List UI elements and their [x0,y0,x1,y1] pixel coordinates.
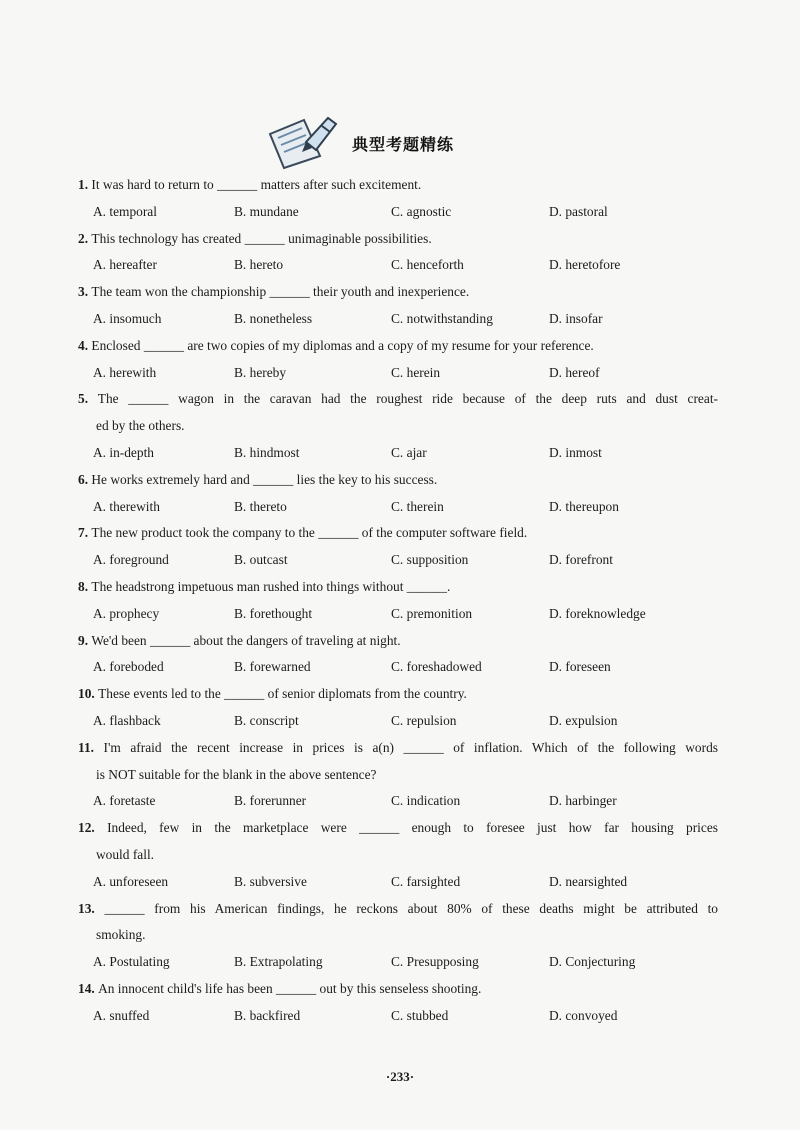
option-c: C. Presupposing [391,954,479,970]
question-number: 4. [78,337,92,353]
option-a: A. insomuch [93,311,162,326]
options-row [93,551,733,569]
option-a: A. herewith [93,364,157,380]
page-number: ·233· [385,1069,415,1084]
question-text: We'd been ______ about the dangers of traveling at night. [91,632,401,648]
question-1-line-1 [78,176,718,194]
question-13-line-2 [96,926,716,944]
question-number: 11. [78,739,104,755]
option-d: D. expulsion [549,713,618,728]
option-c: C. foreshadowed [391,659,482,675]
option-d: D. heretofore [549,257,621,273]
option-a: A. foreground [93,552,169,568]
question-number: 8. [78,579,92,594]
option-c: C. premonition [391,605,473,621]
question-text: ______ from his American findings, he reckons about 80% of these deaths might be attributed to [104,900,718,916]
option-b: B. backfired [234,1007,301,1023]
option-b: B. subversive [234,873,307,889]
option-d: D. nearsighted [549,873,628,889]
question-number: 1. [78,177,92,192]
question-number: 9. [78,632,92,648]
option-c: C. supposition [391,552,469,568]
question-12-line-1 [78,819,718,837]
option-a: A. hereafter [93,257,157,273]
option-b: B. mundane [234,203,299,219]
options-row [93,203,733,221]
question-5-line-2 [96,417,716,435]
question-text: ed by the others. [96,418,185,434]
option-b: B. outcast [234,552,288,568]
option-b: B. thereto [234,498,287,514]
question-number: 3. [78,284,92,300]
option-d: D. inmost [549,445,602,460]
section-title: 典型考题精练 [352,135,455,154]
option-d: D. convoyed [549,1007,618,1023]
option-a: A. unforeseen [93,873,169,889]
question-text: The team won the championship ______ their youth and inexperience. [91,284,470,300]
option-a: A. snuffed [93,1007,150,1023]
option-a: A. temporal [93,203,157,219]
option-b: B. forerunner [234,793,307,809]
options-row [93,256,733,274]
question-11-line-2 [96,766,716,784]
question-text: An innocent child's life has been ______ out by this senseless shooting. [98,981,482,996]
question-number: 14. [78,981,99,996]
option-d: D. forefront [549,552,613,568]
question-text: The new product took the company to the ______ of the computer software field. [91,525,528,541]
option-d: D. Conjecturing [549,954,636,970]
options-row [93,444,733,462]
question-10-line-1 [78,685,718,703]
question-14-line-1 [78,980,718,998]
question-11-line-1 [78,739,718,757]
option-b: B. forewarned [234,659,311,675]
option-b: B. Extrapolating [234,954,323,970]
options-row [93,310,733,328]
options-row [93,498,733,516]
question-text: would fall. [96,847,155,862]
option-c: C. henceforth [391,257,464,273]
question-5-line-1 [78,390,718,408]
option-c: C. agnostic [391,203,452,219]
question-9-line-1 [78,632,718,650]
options-row [93,873,733,891]
options-row [93,953,733,971]
question-number: 7. [78,525,92,541]
question-text: I'm afraid the recent increase in prices is a(n) ______ of inflation. Which of the following words [103,739,718,755]
option-b: B. hereto [234,257,284,273]
option-b: B. hindmost [234,445,300,460]
option-c: C. herein [391,364,441,380]
options-row [93,605,733,623]
question-text: Enclosed ______ are two copies of my diplomas and a copy of my resume for your reference. [91,337,594,353]
option-b: B. nonetheless [234,311,313,326]
option-d: D. insofar [549,311,603,326]
option-c: C. repulsion [391,713,457,728]
question-8-line-1 [78,578,718,596]
question-6-line-1 [78,471,718,489]
option-a: A. prophecy [93,605,160,621]
option-d: D. harbinger [549,793,617,809]
question-text: It was hard to return to ______ matters after such excitement. [91,177,422,192]
question-13-line-1 [78,900,718,918]
question-text: The ______ wagon in the caravan had the roughest ride because of the deep ruts and dust creat- [97,391,718,407]
question-number: 13. [78,900,105,916]
option-b: B. forethought [234,605,313,621]
question-number: 5. [78,391,98,407]
option-a: A. foretaste [93,793,156,809]
option-a: A. in-depth [93,445,154,460]
option-c: C. farsighted [391,873,461,889]
question-12-line-2 [96,846,716,864]
options-row [93,792,733,810]
option-d: D. foreseen [549,659,611,675]
question-text: smoking. [96,927,146,943]
question-number: 2. [78,230,92,246]
pen-paper-icon [262,112,342,170]
question-4-line-1 [78,337,718,355]
option-a: A. flashback [93,713,161,728]
options-row [93,364,733,382]
option-c: C. notwithstanding [391,311,493,326]
question-7-line-1 [78,524,718,542]
section-header [262,112,562,170]
option-d: D. hereof [549,364,600,380]
question-text: This technology has created ______ unimaginable possibilities. [91,230,432,246]
options-row [93,1007,733,1025]
option-c: C. indication [391,793,461,809]
option-b: B. conscript [234,713,299,728]
option-b: B. hereby [234,364,287,380]
question-2-line-1 [78,230,718,248]
option-d: D. pastoral [549,203,608,219]
option-c: C. ajar [391,445,427,460]
question-text: These events led to the ______ of senior diplomats from the country. [98,686,467,702]
question-text: Indeed, few in the marketplace were ______ enough to foresee just how far housing prices [107,820,719,836]
option-d: D. foreknowledge [549,605,646,621]
option-a: A. Postulating [93,954,170,970]
option-a: A. foreboded [93,659,164,675]
question-3-line-1 [78,283,718,301]
options-row [93,712,733,730]
question-text: He works extremely hard and ______ lies the key to his success. [91,471,438,487]
question-text: The headstrong impetuous man rushed into things without ______. [91,579,451,594]
question-number: 10. [78,686,99,702]
question-text: is NOT suitable for the blank in the above sentence? [96,766,377,782]
option-d: D. thereupon [549,498,619,514]
question-number: 12. [78,820,108,836]
options-row [93,658,733,676]
question-number: 6. [78,471,92,487]
option-a: A. therewith [93,498,160,514]
option-c: C. stubbed [391,1007,449,1023]
option-c: C. therein [391,498,444,514]
